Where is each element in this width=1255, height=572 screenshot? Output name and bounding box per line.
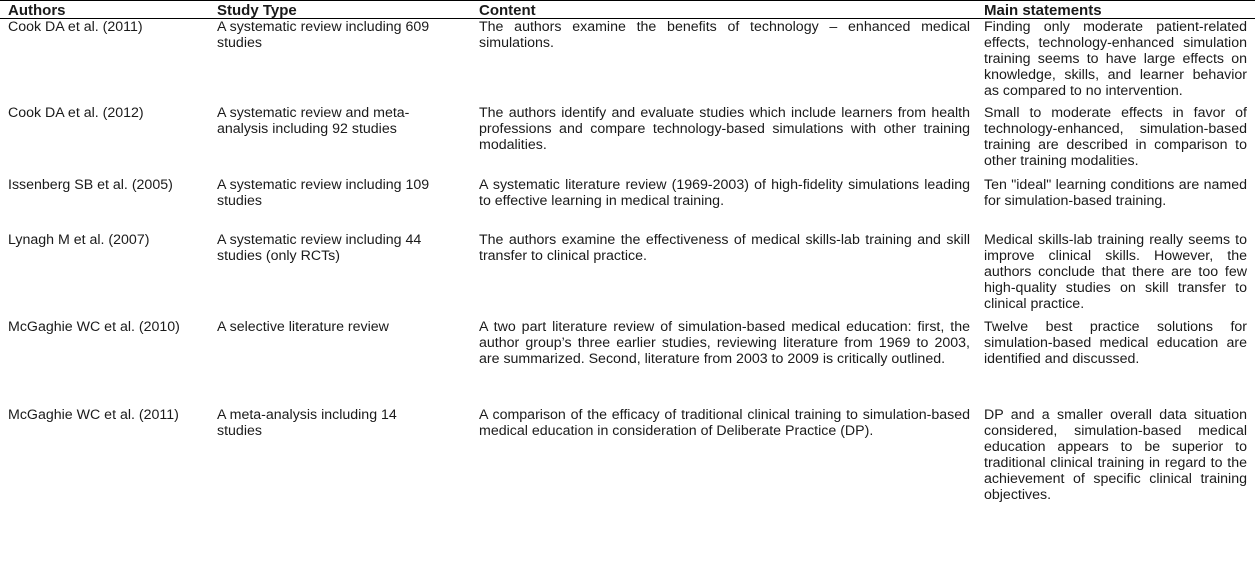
cell-study-type: A systematic review including 44 studies (only RCTs): [208, 232, 470, 319]
header-main-statements: Main statements: [977, 1, 1255, 19]
table-row: [0, 177, 1255, 232]
cell-content: The authors examine the effectiveness of medical skills-lab training and skill transfer to clinical practice.: [470, 232, 977, 319]
cell-content: A systematic literature review (1969-2003) of high-fidelity simulations leading to effective learning in medical training.: [470, 177, 977, 232]
cell-authors: McGaghie WC et al. (2010): [0, 319, 208, 407]
cell-study-type: A systematic review and meta-analysis including 92 studies: [208, 105, 470, 177]
cell-content: A two part literature review of simulation-based medical education: first, the author group’s three earlier studies, reviewing literature from 1969 to 2003, are summarized. Second, literature from 2003 to 2009 is critically outlined.: [470, 319, 977, 407]
table-row: [0, 319, 1255, 407]
cell-content: A comparison of the efficacy of traditional clinical training to simulation-based medical education in consideration of Deliberate Practice (DP).: [470, 407, 977, 572]
table-row: [0, 19, 1255, 106]
cell-authors: Issenberg SB et al. (2005): [0, 177, 208, 232]
cell-study-type: A meta-analysis including 14 studies: [208, 407, 470, 572]
cell-main-statements: Small to moderate effects in favor of technology-enhanced, simulation-based training are described in comparison to other training modalities.: [977, 105, 1255, 177]
cell-main-statements: Ten "ideal" learning conditions are named for simulation-based training.: [977, 177, 1255, 232]
table-body: [0, 19, 1255, 572]
cell-authors: Lynagh M et al. (2007): [0, 232, 208, 319]
header-content: Content: [470, 1, 977, 19]
table-row: [0, 407, 1255, 572]
cell-study-type: A selective literature review: [208, 319, 470, 407]
cell-authors: Cook DA et al. (2012): [0, 105, 208, 177]
header-row: [0, 1, 1255, 19]
header-authors: Authors: [0, 1, 208, 19]
cell-main-statements: Twelve best practice solutions for simulation-based medical education are identified and discussed.: [977, 319, 1255, 407]
cell-content: The authors identify and evaluate studies which include learners from health professions and compare technology-based simulations with other training modalities.: [470, 105, 977, 177]
cell-content: The authors examine the benefits of technology – enhanced medical simulations.: [470, 19, 977, 106]
table-header: [0, 1, 1255, 19]
cell-main-statements: Finding only moderate patient-related effects, technology-enhanced simulation training seems to have large effects on knowledge, skills, and learner behavior as compared to no intervention.: [977, 19, 1255, 106]
cell-authors: Cook DA et al. (2011): [0, 19, 208, 106]
table-row: [0, 105, 1255, 177]
cell-study-type: A systematic review including 609 studies: [208, 19, 470, 106]
cell-main-statements: Medical skills-lab training really seems to improve clinical skills. However, the authors conclude that there are too few high-quality studies on skill transfer to clinical practice.: [977, 232, 1255, 319]
cell-study-type: A systematic review including 109 studies: [208, 177, 470, 232]
cell-main-statements: DP and a smaller overall data situation considered, simulation-based medical education appears to be superior to traditional clinical training in regard to the achievement of specific clinical training objectives.: [977, 407, 1255, 572]
table-row: [0, 232, 1255, 319]
cell-authors: McGaghie WC et al. (2011): [0, 407, 208, 572]
header-study-type: Study Type: [208, 1, 470, 19]
